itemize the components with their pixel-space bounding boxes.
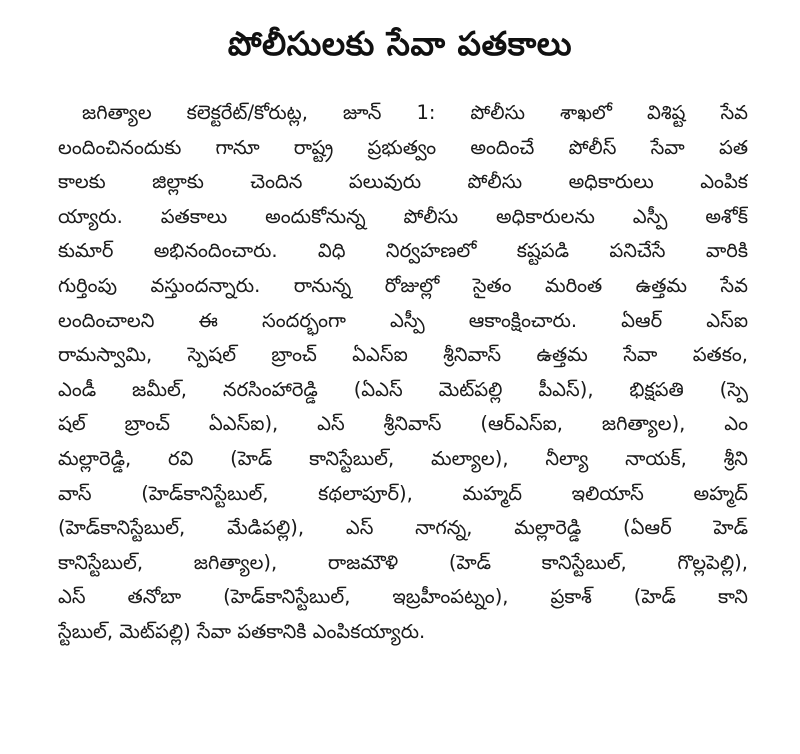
body-line: కాలకు జిల్లాకు చెందిన పలువురు పోలీసు అధికారులు ఎంపిక <box>58 170 748 194</box>
body-line: వాస్ (హెడ్‌కానిస్టేబుల్, కథలాపూర్), మహ్మద్ ఇలియాస్ అహ్మద్ <box>58 481 748 505</box>
body-line: గుర్తింపు వస్తుందన్నారు. రానున్న రోజుల్లో సైతం మరింత ఉత్తమ సేవ <box>58 273 748 297</box>
body-line: జగిత్యాల కలెక్టరేట్/కోరుట్ల, జూన్ 1: పోలీసు శాఖలో విశిష్ట సేవ <box>82 101 748 124</box>
article-body <box>58 96 748 650</box>
body-line: ఎండీ జమీల్, నరసింహారెడ్డి (ఏఎస్ మెట్‌పల్లి పీఎస్), భిక్షపతి (స్పె <box>58 377 748 401</box>
body-line: రామస్వామి, స్పెషల్ బ్రాంచ్ ఏఎస్ఐ శ్రీనివాస్ ఉత్తమ సేవా పతకం, <box>58 343 748 367</box>
body-line: లందించాలని ఈ సందర్భంగా ఎస్పీ ఆకాంక్షించారు. ఏఆర్ ఎస్ఐ <box>58 308 748 332</box>
body-line: కానిస్టేబుల్, జగిత్యాల), రాజమౌళి (హెడ్ కానిస్టేబుల్, గొల్లపెల్లి), <box>58 550 748 574</box>
body-line: కుమార్ అభినందించారు. విధి నిర్వహణలో కష్టపడి పనిచేసే వారికి <box>58 239 748 263</box>
body-line: స్టేబుల్, మెట్‌పల్లి) సేవా పతకానికి ఎంపికయ్యారు. <box>58 619 426 643</box>
body-line: (హెడ్‌కానిస్టేబుల్, మేడిపల్లి), ఎస్ నాగన్న, మల్లారెడ్డి (ఏఆర్ హెడ్ <box>58 516 748 540</box>
body-line: మల్లారెడ్డి, రవి (హెడ్ కానిస్టేబుల్, మల్యాల), నీల్యా నాయక్, శ్రీని <box>58 446 748 470</box>
article-headline: పోలీసులకు సేవా పతకాలు <box>227 24 573 63</box>
body-line: లందించినందుకు గానూ రాష్ట్ర ప్రభుత్వం అందించే పోలీస్ సేవా పత <box>58 135 748 159</box>
body-line: య్యారు. పతకాలు అందుకోనున్న పోలీసు అధికారులను ఎస్పీ అశోక్ <box>58 204 748 228</box>
body-line: షల్ బ్రాంచ్ ఏఎస్ఐ), ఎస్ శ్రీనివాస్ (ఆర్ఎస్ఐ, జగిత్యాల), ఎం <box>58 412 748 436</box>
body-line: ఎస్ తనోబా (హెడ్‌కానిస్టేబుల్, ఇబ్రహీంపట్నం), ప్రకాశ్ (హెడ్ కాని <box>58 585 748 609</box>
